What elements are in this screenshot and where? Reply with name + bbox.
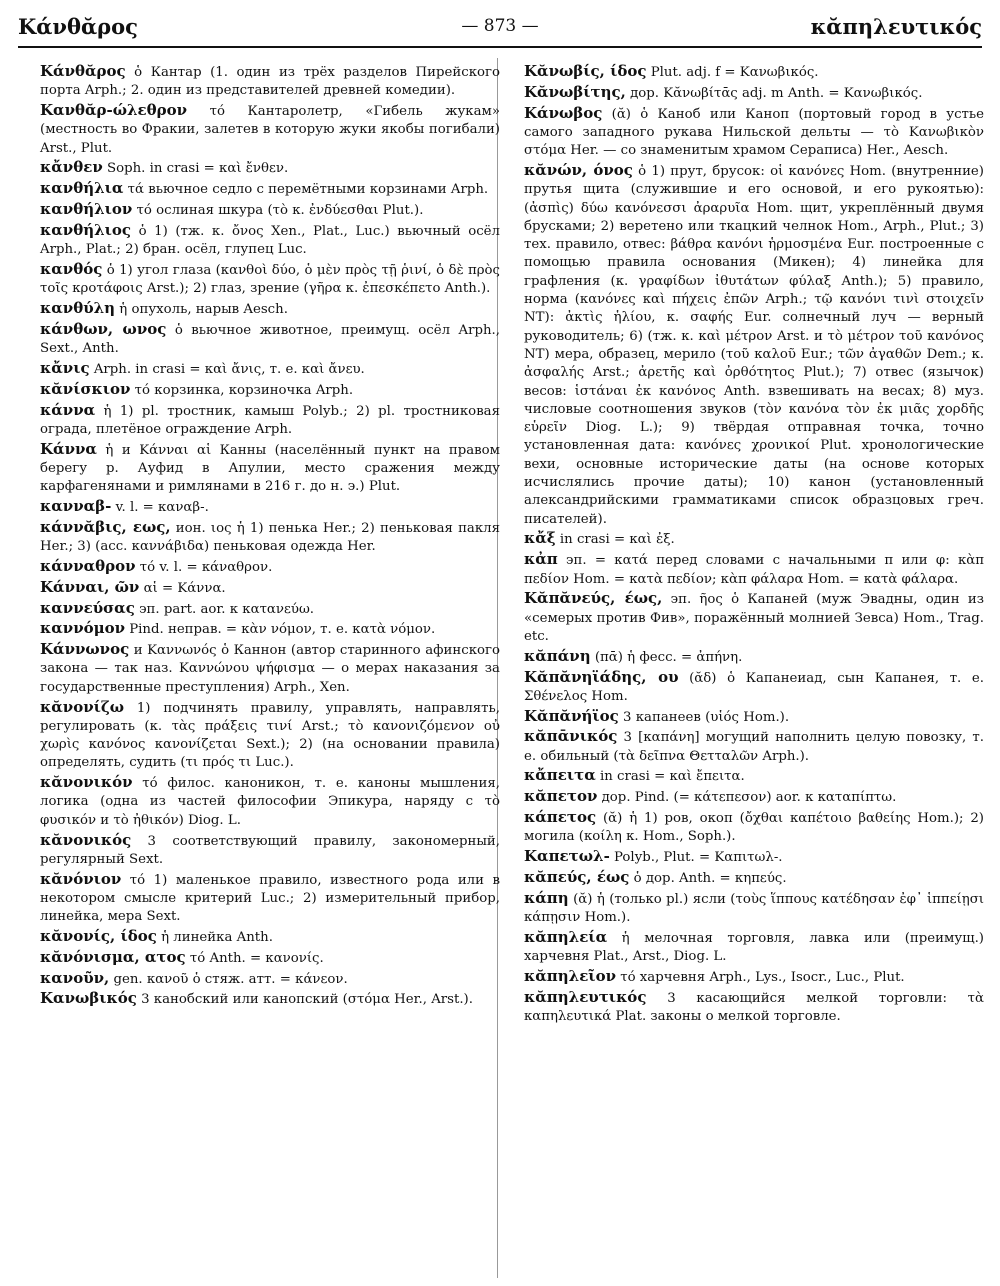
entry-definition: 3 соответствующий правилу, закономерный, регулярный Sext. xyxy=(40,833,500,867)
entry-definition: v. l. = καναβ-. xyxy=(111,500,209,516)
entry-definition: τό Кантаролетр, «Гибель жукам» (местность во Фракии, залетев в которую жуки якобы погибали) Arst., Plut. xyxy=(40,104,500,156)
entry-headword: κάνθων, ωνος xyxy=(40,319,167,338)
entry-headword: κάννα xyxy=(40,400,96,419)
dictionary-entry xyxy=(26,320,500,359)
entry-definition: (ᾰ) ἡ (только pl.) ясли (τοὺς ἵππους κατέδησαν ἐφ᾽ ἱππείῃσι κάπῃσιν Hom.). xyxy=(524,891,984,926)
entry-definition: 3 канобский или канопский (στόμα Her., Arst.). xyxy=(136,992,473,1008)
dictionary-entry xyxy=(26,200,500,220)
dictionary-entry xyxy=(26,221,500,260)
header-right-word: κᾰπηλευτικός xyxy=(810,14,982,39)
dictionary-entry xyxy=(26,698,500,773)
entry-headword: κᾰνόνιον xyxy=(40,869,122,888)
dictionary-entry xyxy=(26,380,500,400)
entry-headword: κανθύλη xyxy=(40,299,116,318)
dictionary-entry xyxy=(26,599,500,619)
dictionary-entry xyxy=(510,847,984,867)
entry-definition: (ᾰ) ὁ Каноб или Каноп (портовый город в устье самого западного рукава Нильской дельты — τὸ Κανωβικὸν στόμα Her. — со знаменитым храмом Сераписа) Her., Aesch. xyxy=(524,106,984,159)
entry-headword: κανθήλιον xyxy=(40,200,133,219)
entry-headword: Κᾰνωβίτης, xyxy=(524,82,626,101)
entry-definition: эп. part. aor. к κατανεύω. xyxy=(134,601,315,617)
entry-definition: 3 [καπάνη] могущий наполнить целую повозку, т. е. обильный (τὰ δεῖπνα Θετταλῶν Arph.). xyxy=(524,730,984,764)
entry-definition: Polyb., Plut. = Καπιτωλ-. xyxy=(609,850,783,866)
dictionary-entry xyxy=(510,928,984,967)
entry-definition: ὁ 1) (тж. κ. ὄνος Xen., Plat., Luc.) вьючный осёл Arph., Plat.; 2) бран. осёл, глупец Luc. xyxy=(40,223,500,258)
entry-definition: τό корзинка, корзиночка Arph. xyxy=(130,382,354,398)
entry-definition: 3 касающийся мелкой торговли: τὰ καπηλευτικά Plat. законы о мелкой торговле. xyxy=(524,990,984,1025)
entry-definition: (ᾰδ) ὁ Капанеиад, сын Капанея, т. е. Σθένελος Hom. xyxy=(524,670,984,704)
entry-headword: Κάννωνος xyxy=(40,640,130,659)
entry-headword: Κᾰπᾰνηϊάδης, ου xyxy=(524,667,679,686)
dictionary-entry xyxy=(26,518,500,557)
entry-definition: ἡ линейка Anth. xyxy=(156,930,273,946)
dictionary-entry xyxy=(26,299,500,319)
dictionary-entry xyxy=(26,179,500,199)
entry-headword: Κάννα xyxy=(40,439,97,458)
dictionary-entry xyxy=(26,927,500,947)
dictionary-entry xyxy=(26,62,500,101)
dictionary-entry xyxy=(26,260,500,299)
dictionary-entry xyxy=(510,727,984,766)
dictionary-entry xyxy=(26,619,500,639)
dictionary-entry xyxy=(510,83,984,103)
entry-definition: τό филос. каноникон, т. е. каноны мышления, логика (одна из частей философии Эпикура, наряду с τὸ φυσικόν и τὸ ἠθικόν) Diog. L. xyxy=(40,776,500,828)
entry-headword: κᾰνονικός xyxy=(40,830,132,849)
entry-headword: κάπετος xyxy=(524,808,597,827)
entry-headword: κανθήλιος xyxy=(40,220,132,239)
entry-definition: ὁ дор. Anth. = κηπεύς. xyxy=(629,870,787,886)
dictionary-entry xyxy=(26,440,500,497)
entry-headword: Κᾰνωβίς, ίδος xyxy=(524,62,647,80)
dictionary-entry xyxy=(510,161,984,529)
left-column xyxy=(26,62,500,1010)
dictionary-entry xyxy=(510,889,984,928)
dictionary-entry xyxy=(26,773,500,830)
entry-headword: Κᾰπᾰνεύς, έως, xyxy=(524,589,663,608)
entry-definition: (ᾰ) ἡ 1) ров, окоп (ὄχθαι καπέτοιο βαθείης Hom.); 2) могила (κοίλη κ. Hom., Soph.). xyxy=(524,811,984,845)
entry-definition: ὁ 1) угол глаза (κανθοὶ δύο, ὁ μὲν πρὸς τῇ ῥινί, ὁ δὲ πρὸς τοῖς κροτάφοις Arst.); 2) глаз, зрение (γῆρα κ. ἐπεσκέπετο Anth.). xyxy=(40,262,500,297)
dictionary-entry xyxy=(26,497,500,517)
dictionary-entry xyxy=(26,831,500,870)
right-column xyxy=(510,62,984,1027)
entry-headword: κᾰπετον xyxy=(524,787,598,806)
entry-definition: Soph. in crasi = καὶ ἔνθεν. xyxy=(102,161,289,177)
entry-headword: κᾰπηλευτικός xyxy=(524,987,647,1006)
entry-headword: κανθός xyxy=(40,259,103,278)
entry-definition: Pind. неправ. = κὰν νόμον, т. е. κατὰ νόμον. xyxy=(125,622,436,638)
entry-headword: κανναβ- xyxy=(40,497,112,516)
dictionary-entry xyxy=(510,104,984,161)
entry-definition: αἱ = Κάννα. xyxy=(139,580,226,596)
entry-definition: τό ослиная шкура (τὸ κ. ἐνδύεσθαι Plut.). xyxy=(132,203,424,219)
entry-headword: κᾰπηλεία xyxy=(524,927,608,946)
dictionary-entry xyxy=(510,647,984,667)
entry-headword: Κάνωβος xyxy=(524,103,603,122)
entry-headword: Κανθᾰρ-ώλεθρον xyxy=(40,101,188,120)
dictionary-entry xyxy=(26,578,500,598)
page-header xyxy=(18,14,982,46)
entry-headword: Κάνθᾰρος xyxy=(40,62,126,80)
entry-headword: κᾰνόνισμα, ατος xyxy=(40,947,186,966)
dictionary-entry xyxy=(26,557,500,577)
entry-headword: κᾰνονικόν xyxy=(40,773,133,792)
dictionary-entry xyxy=(510,529,984,549)
entry-headword: κᾰπάνη xyxy=(524,646,591,665)
entry-headword: κᾰνονίς, ίδος xyxy=(40,927,157,946)
dictionary-entry xyxy=(510,988,984,1027)
entry-headword: κανοῦν, xyxy=(40,968,110,987)
header-left-word: Κάνθᾰρος xyxy=(18,14,138,39)
entry-headword: κᾰπηλεῖον xyxy=(524,966,616,985)
page-number: — 873 — xyxy=(461,16,539,36)
dictionary-entry xyxy=(26,158,500,178)
dictionary-entry xyxy=(510,967,984,987)
entry-definition: in crasi = καὶ ἔπειτα. xyxy=(595,769,745,785)
entry-definition: ἡ 1) pl. тростник, камыш Polyb.; 2) pl. тростниковая ограда, плетёное ограждение Arph. xyxy=(40,403,500,437)
entry-headword: κανθήλια xyxy=(40,179,124,198)
entry-headword: κᾰνών, όνος xyxy=(524,160,633,179)
entry-headword: κάννᾰβις, εως, xyxy=(40,517,171,536)
header-rule xyxy=(18,46,982,48)
dictionary-entry xyxy=(26,948,500,968)
entry-headword: Κᾰπᾰνήϊος xyxy=(524,706,619,725)
entry-definition: ἡ мелочная торговля, лавка или (преимущ.) харчевня Plat., Arst., Diog. L. xyxy=(524,930,984,965)
dictionary-entry xyxy=(510,766,984,786)
entry-definition: эп. ῆος ὁ Капаней (муж Эвадны, один из «семерых против Фив», поражённый молнией Зевса) Hom., Trag. etc. xyxy=(524,592,984,644)
entry-definition: gen. κανοῦ ὁ стяж. атт. = κάνεον. xyxy=(109,971,348,987)
entry-definition: эп. = κατά перед словами с начальными π или φ: κὰπ πεδίον Hom. = κατὰ πεδίον; κὰπ φάλαρα Hom. = κατὰ φάλαρα. xyxy=(524,553,984,587)
dictionary-entry xyxy=(26,101,500,158)
entry-definition: (πᾱ) ἡ фесс. = ἀπήνη. xyxy=(590,649,743,665)
dictionary-entry xyxy=(26,870,500,927)
entry-definition: и Καννωνός ὁ Каннон (автор старинного афинского закона — так наз. Καννώνου ψήφισμα — о мерах наказания за государственные преступления) Arph., Xen. xyxy=(40,643,500,695)
entry-definition: дор. Pind. (= κάτεπεσον) aor. к καταπίπτω. xyxy=(597,790,897,806)
entry-headword: Κάνναι, ῶν xyxy=(40,577,140,596)
entry-headword: κᾰνονίζω xyxy=(40,697,125,716)
entry-headword: κᾰπᾱνικός xyxy=(524,727,618,746)
dictionary-entry xyxy=(510,808,984,847)
entry-headword: Κανωβικός xyxy=(40,989,137,1008)
entry-headword: κᾰπεύς, έως xyxy=(524,867,630,886)
dictionary-entry xyxy=(510,707,984,727)
entry-definition: ἡ опухоль, нарыв Aesch. xyxy=(115,302,288,318)
entry-headword: κᾰνίσκιον xyxy=(40,379,131,398)
dictionary-entry xyxy=(510,62,984,82)
entry-headword: κἄξ xyxy=(524,529,556,548)
entry-headword: κἄπειτα xyxy=(524,766,596,785)
entry-definition: ὁ 1) прут, брусок: οἱ κανόνες Hom. (внутренние) прутья щита (служившие и его основой, и его рукоятью): (ἀσπὶς) δύω κανόνεσσι ἀραρυῖα Hom. щит, укреплённый двумя брусками; 2) веретено или ткацкий челнок Hom., Arph., Plut.; 3) тех. правило, отвес: βάθρα κανόνι ἡρμοσμένα Eur. построенные с помощью правила основания (Микен); 4) линейка для графления (κ. γραφίδων ἰθυτάτων φύλαξ Anth.); 5) правило, норма (κανόνες καὶ πήχεις ἐπῶν Arph.; τῷ κανόνι τινὶ στοιχεῖν NT): ἀκτὶς ἡλίου, κ. σαφής Eur. солнечный луч — верный руководитель; 6) (тж. κ. καὶ μέτρον Arst. и τὸ μέτρον τοῦ κανόνος NT) мера, образец, мерило (τοῦ καλοῦ Eur.; τῶν ἀγαθῶν Dem.; κ. ἀσφαλής Arst.; ἀρετῆς καὶ ὀρθότητος Plut.); 7) отвес (язычок) весов: ἱστάναι ἐκ κανόνος Anth. взвешивать на весах; 8) муз. числовые соотношения звуков (τὸν κανόνα τὸν ἐκ μιᾶς χορδῆς εὑρεῖν Diog. L.); 9) твёрдая отправная точка, точно установленная дата: κανόνες χρονικοί Plut. хронологические вехи, основные исторические даты (на основе которых исчислялись прочие даты); 10) канон (установленный александрийскими грамматиками список образцовых греч. писателей). xyxy=(524,163,984,527)
entry-definition: ὁ вьючное животное, преимущ. осёл Arph., Sext., Anth. xyxy=(40,322,500,357)
entry-definition: τό 1) маленькое правило, известного рода или в некотором смысле критерий Luc.; 2) измерительный прибор, линейка, мера Sext. xyxy=(40,872,500,925)
dictionary-entry xyxy=(510,868,984,888)
dictionary-entry xyxy=(510,589,984,646)
entry-definition: τό v. l. = κάναθρον. xyxy=(135,559,273,575)
entry-definition: Arph. in crasi = καὶ ἄνις, т. е. καὶ ἄνευ. xyxy=(89,361,365,377)
dictionary-entry xyxy=(26,969,500,989)
entry-headword: Καπετωλ- xyxy=(524,847,610,866)
entry-headword: καννόμον xyxy=(40,619,125,638)
entry-headword: κἄνθεν xyxy=(40,158,103,177)
entry-definition: 1) подчинять правилу, управлять, направлять, регулировать (κ. τὰς πράξεις τινί Arst.; τὸ κανονιζόμενον οὐ χωρὶς κανόνος κανονίζεται Sext.); 2) (на основании правила) определять, судить (τι πρός τι Luc.). xyxy=(40,700,500,771)
entry-definition: ион. ιος ἡ 1) пенька Her.; 2) пеньковая пакля Her.; 3) (acc. καννάβιδα) пеньковая одежда Her. xyxy=(40,520,500,555)
entry-definition: τά вьючное седло с перемётными корзинами Arph. xyxy=(123,182,489,198)
entry-definition: ὁ Кантар (1. один из трёх разделов Пирейского порта Arph.; 2. один из представителей древней комедии). xyxy=(40,65,500,99)
entry-definition: τό Anth. = κανονίς. xyxy=(185,950,324,966)
entry-headword: κἄνις xyxy=(40,358,90,377)
entry-definition: Plut. adj. f = Κανωβικός. xyxy=(646,65,819,80)
entry-headword: κάπη xyxy=(524,888,569,907)
entry-definition: 3 капанеев (υἱός Hom.). xyxy=(618,709,790,725)
entry-definition: дор. Κᾰνωβίτᾱς adj. m Anth. = Κανωβικός. xyxy=(625,85,923,101)
dictionary-entry xyxy=(510,550,984,589)
dictionary-entry xyxy=(26,359,500,379)
dictionary-entry xyxy=(510,668,984,707)
dictionary-entry xyxy=(26,640,500,697)
dictionary-entry xyxy=(26,989,500,1009)
entry-definition: ἡ и Κάνναι αἱ Канны (населённый пункт на правом берегу р. Ауфид в Апулии, место сражения между карфагенянами и римлянами в 216 г. до н. э.) Plut. xyxy=(40,442,500,495)
dictionary-entry xyxy=(26,401,500,440)
entry-headword: κάνναθρον xyxy=(40,556,136,575)
entry-headword: κἀπ xyxy=(524,550,558,569)
entry-definition: in crasi = καὶ ἐξ. xyxy=(555,532,675,548)
entry-definition: τό харчевня Arph., Lys., Isocr., Luc., Plut. xyxy=(615,969,905,985)
entry-headword: καννεύσας xyxy=(40,598,135,617)
dictionary-entry xyxy=(510,787,984,807)
